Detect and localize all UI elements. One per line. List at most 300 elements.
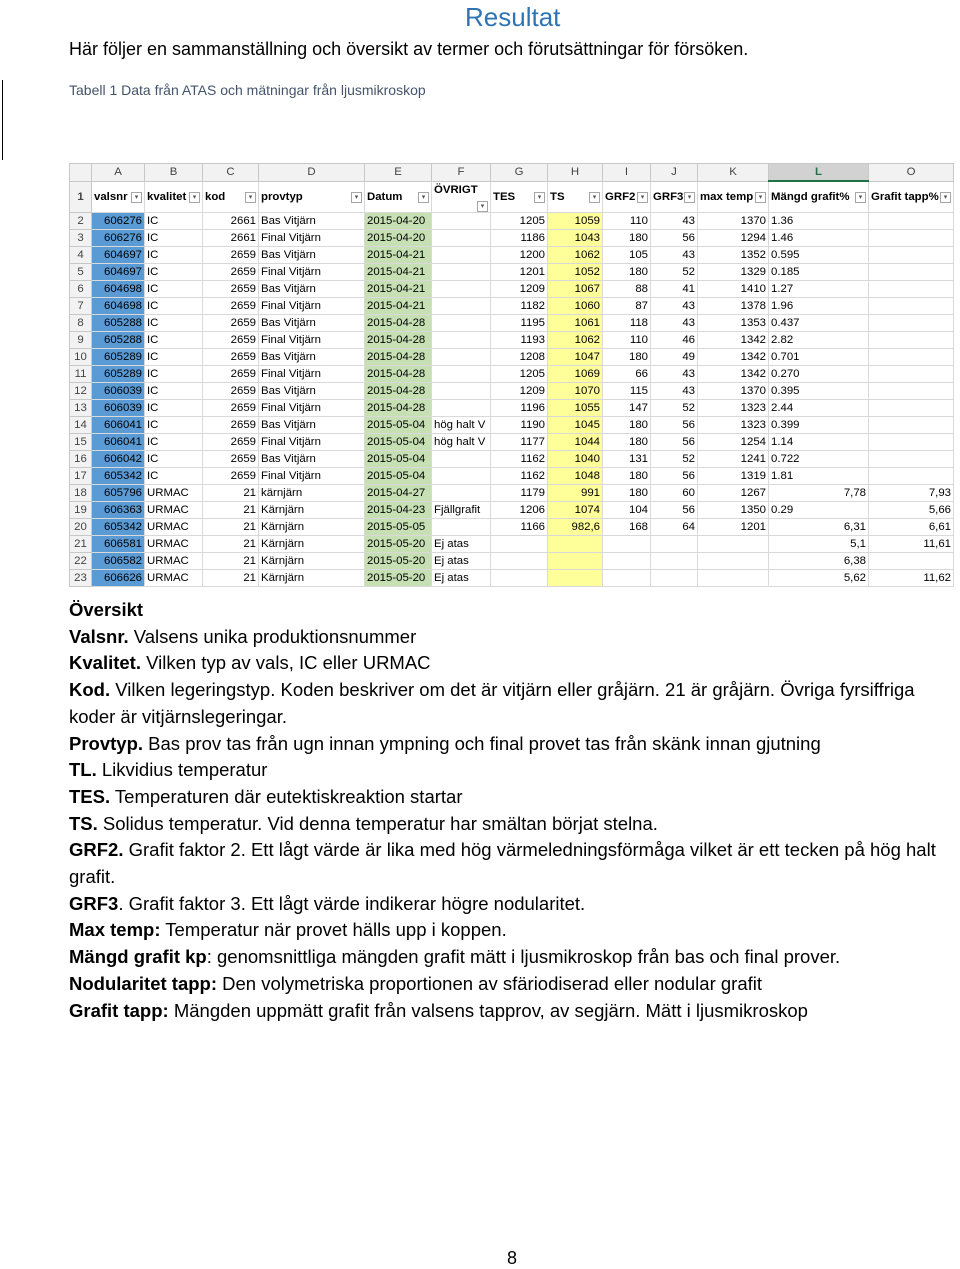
column-header-e: E (365, 164, 432, 182)
term-name: Provtyp. (69, 732, 144, 754)
table-cell: 60 (651, 484, 698, 501)
table-cell: 5,62 (769, 569, 869, 586)
table-cell: 43 (651, 382, 698, 399)
table-cell: 88 (603, 280, 651, 297)
term-description: : genomsnittliga mängden grafit mätt i ljusmikroskop från bas och final prover. (206, 946, 841, 968)
table-row (70, 569, 954, 586)
table-cell: 2659 (203, 297, 259, 314)
row-number: 10 (70, 348, 92, 365)
term-definition (69, 998, 949, 1025)
column-title (869, 181, 954, 212)
table-cell: 1.81 (769, 467, 869, 484)
table-cell: 2659 (203, 416, 259, 433)
table-cell: IC (145, 348, 203, 365)
table-cell: 1206 (491, 501, 548, 518)
table-cell: Bas Vitjärn (259, 416, 365, 433)
column-title-text: valsnr (94, 190, 128, 203)
table-cell: 605289 (92, 365, 145, 382)
table-row (70, 416, 954, 433)
table-cell (869, 263, 954, 280)
row-number: 1 (70, 181, 92, 212)
table-cell: 1062 (548, 331, 603, 348)
table-cell: Kärnjärn (259, 569, 365, 586)
table-cell: 1048 (548, 467, 603, 484)
table-cell: 2.44 (769, 399, 869, 416)
row-number: 6 (70, 280, 92, 297)
table-cell (432, 314, 491, 331)
table-cell: 1353 (698, 314, 769, 331)
table-cell: 2015-04-23 (365, 501, 432, 518)
column-header-h: H (548, 164, 603, 182)
table-cell: Bas Vitjärn (259, 450, 365, 467)
table-cell: 115 (603, 382, 651, 399)
filter-dropdown-icon[interactable]: ▾ (477, 201, 488, 212)
table-row (70, 263, 954, 280)
table-cell: 1.36 (769, 212, 869, 229)
table-cell: 1047 (548, 348, 603, 365)
intro-paragraph: Här följer en sammanställning och översikt av termer och förutsättningar för försöken. (69, 39, 749, 59)
column-title (769, 181, 869, 212)
column-title-text: max temp (700, 190, 754, 203)
table-cell: 605342 (92, 467, 145, 484)
filter-dropdown-icon[interactable]: ▾ (684, 192, 695, 203)
term-description: Temperaturen där eutektiskreaktion startar (110, 785, 463, 807)
filter-dropdown-icon[interactable]: ▾ (245, 192, 256, 203)
table-cell: 606041 (92, 416, 145, 433)
filter-dropdown-icon[interactable]: ▾ (940, 192, 951, 203)
table-cell (698, 552, 769, 569)
row-number: 21 (70, 535, 92, 552)
table-cell: Final Vitjärn (259, 365, 365, 382)
table-cell (432, 331, 491, 348)
table-cell: 43 (651, 314, 698, 331)
table-cell (432, 297, 491, 314)
term-definition (69, 891, 949, 918)
table-cell (651, 535, 698, 552)
term-description: Bas prov tas från ugn innan ympning och final provet tas från skänk innan gjutning (143, 732, 821, 754)
table-cell: 1209 (491, 382, 548, 399)
table-cell: 52 (651, 399, 698, 416)
table-cell: Bas Vitjärn (259, 314, 365, 331)
table-cell: 43 (651, 212, 698, 229)
table-cell: IC (145, 263, 203, 280)
table-cell: 2015-04-27 (365, 484, 432, 501)
table-cell: 180 (603, 348, 651, 365)
table-cell: 1044 (548, 433, 603, 450)
table-row (70, 467, 954, 484)
table-cell (548, 535, 603, 552)
table-cell: 1201 (698, 518, 769, 535)
table-cell: 6,31 (769, 518, 869, 535)
table-cell (869, 212, 954, 229)
table-row (70, 348, 954, 365)
table-cell: 1.14 (769, 433, 869, 450)
table-cell: 1062 (548, 246, 603, 263)
row-number: 2 (70, 212, 92, 229)
table-cell: 1323 (698, 399, 769, 416)
table-cell: 2015-04-28 (365, 382, 432, 399)
filter-dropdown-icon[interactable]: ▾ (189, 192, 200, 203)
table-cell: 7,78 (769, 484, 869, 501)
column-title (491, 181, 548, 212)
table-cell: 0.722 (769, 450, 869, 467)
column-header-f: F (432, 164, 491, 182)
table-cell: IC (145, 314, 203, 331)
table-cell: 1166 (491, 518, 548, 535)
table-cell: 180 (603, 416, 651, 433)
table-cell (432, 467, 491, 484)
table-cell: IC (145, 212, 203, 229)
column-title (145, 181, 203, 212)
table-cell: 2659 (203, 348, 259, 365)
table-cell: 2015-04-21 (365, 246, 432, 263)
table-cell: 1162 (491, 450, 548, 467)
table-cell (432, 399, 491, 416)
table-cell: 2659 (203, 280, 259, 297)
row-number: 23 (70, 569, 92, 586)
filter-dropdown-icon[interactable]: ▾ (637, 192, 648, 203)
term-definition (69, 757, 949, 784)
column-title-text: provtyp (261, 190, 303, 203)
table-cell: 606039 (92, 382, 145, 399)
term-name: Kvalitet. (69, 652, 141, 674)
table-cell (432, 263, 491, 280)
column-title (259, 181, 365, 212)
table-row (70, 212, 954, 229)
table-cell (432, 518, 491, 535)
table-cell: 104 (603, 501, 651, 518)
term-name: Max temp: (69, 919, 161, 941)
column-title-text: Datum (367, 190, 403, 203)
table-cell: 2015-04-28 (365, 314, 432, 331)
table-cell (651, 569, 698, 586)
table-cell: IC (145, 382, 203, 399)
table-cell: 2015-04-20 (365, 229, 432, 246)
term-description: Mängden uppmätt grafit från valsens tapprov, av segjärn. Mätt i ljusmikroskop (168, 999, 808, 1021)
table-cell: 1329 (698, 263, 769, 280)
table-cell: 606363 (92, 501, 145, 518)
table-cell: 168 (603, 518, 651, 535)
table-cell: 1196 (491, 399, 548, 416)
row-number: 19 (70, 501, 92, 518)
column-title (432, 181, 491, 212)
table-cell (869, 280, 954, 297)
term-description: Temperatur när provet hälls upp i koppen. (160, 919, 507, 941)
term-list (69, 624, 949, 1025)
table-cell: 1319 (698, 467, 769, 484)
table-cell: IC (145, 331, 203, 348)
table-cell: 1370 (698, 382, 769, 399)
table-cell: Kärnjärn (259, 518, 365, 535)
table-cell (698, 535, 769, 552)
table-cell: 1067 (548, 280, 603, 297)
column-header-d: D (259, 164, 365, 182)
term-description: Vilken legeringstyp. Koden beskriver om det är vitjärn eller gråjärn. 21 är gråjärn. Övriga fyrsiffriga koder är vitjärnslegeringar. (69, 679, 915, 727)
row-number: 12 (70, 382, 92, 399)
data-table (69, 163, 954, 587)
table-cell: Final Vitjärn (259, 229, 365, 246)
table-cell: 46 (651, 331, 698, 348)
column-header-b: B (145, 164, 203, 182)
table-cell (869, 467, 954, 484)
table-cell: 0.270 (769, 365, 869, 382)
table-cell: 21 (203, 484, 259, 501)
table-cell: 1055 (548, 399, 603, 416)
table-cell: 1209 (491, 280, 548, 297)
table-cell: 606276 (92, 229, 145, 246)
table-cell: 2659 (203, 331, 259, 348)
row-number: 17 (70, 467, 92, 484)
table-cell: 118 (603, 314, 651, 331)
table-cell: URMAC (145, 569, 203, 586)
table-cell (869, 331, 954, 348)
table-cell (432, 280, 491, 297)
term-name: GRF3 (69, 892, 119, 914)
table-cell (548, 569, 603, 586)
term-description: Valsens unika produktionsnummer (128, 625, 417, 647)
term-name: TS. (69, 812, 98, 834)
table-cell (548, 552, 603, 569)
table-cell: Bas Vitjärn (259, 348, 365, 365)
table-cell: 1162 (491, 467, 548, 484)
table-cell: 2015-05-20 (365, 552, 432, 569)
column-header-j: J (651, 164, 698, 182)
table-cell: 604698 (92, 297, 145, 314)
table-cell: 2659 (203, 263, 259, 280)
table-cell (432, 484, 491, 501)
table-cell: 1061 (548, 314, 603, 331)
table-cell: 2015-04-28 (365, 331, 432, 348)
table-cell (491, 569, 548, 586)
table-cell: 49 (651, 348, 698, 365)
filter-dropdown-icon[interactable]: ▾ (534, 192, 545, 203)
table-cell: kärnjärn (259, 484, 365, 501)
term-definition (69, 784, 949, 811)
table-cell: 52 (651, 263, 698, 280)
table-cell: 606039 (92, 399, 145, 416)
table-cell: 1195 (491, 314, 548, 331)
table-cell: 5,66 (869, 501, 954, 518)
table-cell: 1241 (698, 450, 769, 467)
table-cell: 131 (603, 450, 651, 467)
table-cell (432, 450, 491, 467)
filter-dropdown-icon[interactable]: ▾ (755, 192, 766, 203)
term-definition (69, 837, 949, 890)
table-cell: 2015-04-21 (365, 263, 432, 280)
term-name: Kod. (69, 679, 111, 701)
row-number: 13 (70, 399, 92, 416)
table-row (70, 314, 954, 331)
table-cell: 2015-05-04 (365, 467, 432, 484)
table-row (70, 365, 954, 382)
column-header-a: A (92, 164, 145, 182)
row-number: 4 (70, 246, 92, 263)
table-cell: 2015-05-05 (365, 518, 432, 535)
table-cell: 2661 (203, 229, 259, 246)
filter-dropdown-icon[interactable]: ▾ (131, 192, 142, 203)
table-cell: IC (145, 280, 203, 297)
table-cell: 1254 (698, 433, 769, 450)
table-cell: 1060 (548, 297, 603, 314)
table-cell: 6,61 (869, 518, 954, 535)
table-cell: 0.595 (769, 246, 869, 263)
term-description: Den volymetriska proportionen av sfäriodiserad eller nodular grafit (217, 972, 762, 994)
table-cell: 2015-05-20 (365, 535, 432, 552)
table-cell: 147 (603, 399, 651, 416)
table-cell: 2659 (203, 450, 259, 467)
row-number: 3 (70, 229, 92, 246)
table-cell: 1059 (548, 212, 603, 229)
table-cell: 1352 (698, 246, 769, 263)
table-cell: 7,93 (869, 484, 954, 501)
table-cell: 604697 (92, 263, 145, 280)
table-cell (869, 399, 954, 416)
table-cell (603, 569, 651, 586)
table-cell: URMAC (145, 484, 203, 501)
table-cell (869, 552, 954, 569)
table-cell: IC (145, 399, 203, 416)
term-definition (69, 811, 949, 838)
table-cell: 0.395 (769, 382, 869, 399)
table-caption: Tabell 1 Data från ATAS och mätningar från ljusmikroskop (69, 82, 426, 98)
table-cell: 982,6 (548, 518, 603, 535)
table-cell: 1378 (698, 297, 769, 314)
table-cell: 2015-05-04 (365, 450, 432, 467)
filter-dropdown-icon[interactable]: ▾ (589, 192, 600, 203)
column-title-text: kvalitet (147, 190, 187, 203)
table-cell: 1342 (698, 365, 769, 382)
table-cell (869, 246, 954, 263)
table-row (70, 433, 954, 450)
table-cell: 0.437 (769, 314, 869, 331)
table-cell: Bas Vitjärn (259, 212, 365, 229)
table-cell (869, 297, 954, 314)
table-cell: 41 (651, 280, 698, 297)
row-number: 7 (70, 297, 92, 314)
term-description: Vilken typ av vals, IC eller URMAC (140, 652, 431, 674)
table-cell: 605796 (92, 484, 145, 501)
column-title (203, 181, 259, 212)
table-cell: 1043 (548, 229, 603, 246)
overview-title: Översikt (69, 599, 144, 620)
table-cell: 2015-04-20 (365, 212, 432, 229)
filter-dropdown-icon[interactable]: ▾ (855, 192, 866, 203)
table-cell (869, 382, 954, 399)
table-cell: 0.29 (769, 501, 869, 518)
table-cell: 110 (603, 212, 651, 229)
page-number: 8 (507, 1248, 518, 1268)
row-number: 9 (70, 331, 92, 348)
table-cell (432, 348, 491, 365)
table-cell: IC (145, 246, 203, 263)
table-cell: IC (145, 416, 203, 433)
column-title (603, 181, 651, 212)
table-cell: 605288 (92, 331, 145, 348)
table-cell: Kärnjärn (259, 535, 365, 552)
table-cell (651, 552, 698, 569)
table-row (70, 501, 954, 518)
term-definition (69, 917, 949, 944)
table-cell: Fjällgrafit (432, 501, 491, 518)
term-name: GRF2. (69, 839, 124, 861)
table-cell: 2659 (203, 246, 259, 263)
table-cell: IC (145, 450, 203, 467)
term-name: Mängd grafit kp (69, 946, 207, 968)
table-cell: 1177 (491, 433, 548, 450)
table-cell: 180 (603, 229, 651, 246)
column-title-text: GRF2 (605, 190, 636, 203)
margin-change-bar (2, 80, 3, 160)
table-cell: Ej atas (432, 552, 491, 569)
row-number: 22 (70, 552, 92, 569)
table-cell: Bas Vitjärn (259, 382, 365, 399)
table-cell: 2659 (203, 382, 259, 399)
table-cell: 1208 (491, 348, 548, 365)
table-cell: 1052 (548, 263, 603, 280)
table-cell (491, 552, 548, 569)
table-cell (432, 246, 491, 263)
table-cell: 991 (548, 484, 603, 501)
table-cell: 180 (603, 263, 651, 280)
table-cell: 0.701 (769, 348, 869, 365)
table-cell: 2659 (203, 467, 259, 484)
table-cell: 605289 (92, 348, 145, 365)
table-cell: 180 (603, 467, 651, 484)
table-cell: 1201 (491, 263, 548, 280)
table-cell: Final Vitjärn (259, 263, 365, 280)
table-cell: Final Vitjärn (259, 297, 365, 314)
table-cell: 604698 (92, 280, 145, 297)
section-heading: Resultat (465, 2, 561, 32)
column-title-text: TS (550, 190, 565, 203)
table-cell: 0.399 (769, 416, 869, 433)
table-cell: 1342 (698, 348, 769, 365)
table-cell: 56 (651, 416, 698, 433)
table-cell: 1.46 (769, 229, 869, 246)
table-cell: 43 (651, 297, 698, 314)
table-row (70, 484, 954, 501)
table-cell: 0.185 (769, 263, 869, 280)
table-cell: URMAC (145, 535, 203, 552)
row-number: 15 (70, 433, 92, 450)
filter-dropdown-icon[interactable]: ▾ (351, 192, 362, 203)
table-cell: 2015-05-04 (365, 416, 432, 433)
table-row (70, 331, 954, 348)
table-cell: 2661 (203, 212, 259, 229)
filter-dropdown-icon[interactable]: ▾ (418, 192, 429, 203)
table-cell: Bas Vitjärn (259, 246, 365, 263)
column-title (365, 181, 432, 212)
table-cell: IC (145, 433, 203, 450)
row-number: 16 (70, 450, 92, 467)
table-cell: 1350 (698, 501, 769, 518)
row-number: 18 (70, 484, 92, 501)
row-number: 14 (70, 416, 92, 433)
term-definition (69, 677, 949, 730)
term-name: Valsnr. (69, 625, 129, 647)
select-all-corner (70, 164, 92, 182)
table-cell: 606581 (92, 535, 145, 552)
table-cell: 1410 (698, 280, 769, 297)
column-title-text: kod (205, 190, 226, 203)
table-cell: 1200 (491, 246, 548, 263)
term-name: Grafit tapp: (69, 999, 169, 1021)
table-cell (869, 416, 954, 433)
table-cell: 11,62 (869, 569, 954, 586)
column-header-o: O (869, 164, 954, 182)
table-cell: Kärnjärn (259, 501, 365, 518)
table-row (70, 399, 954, 416)
